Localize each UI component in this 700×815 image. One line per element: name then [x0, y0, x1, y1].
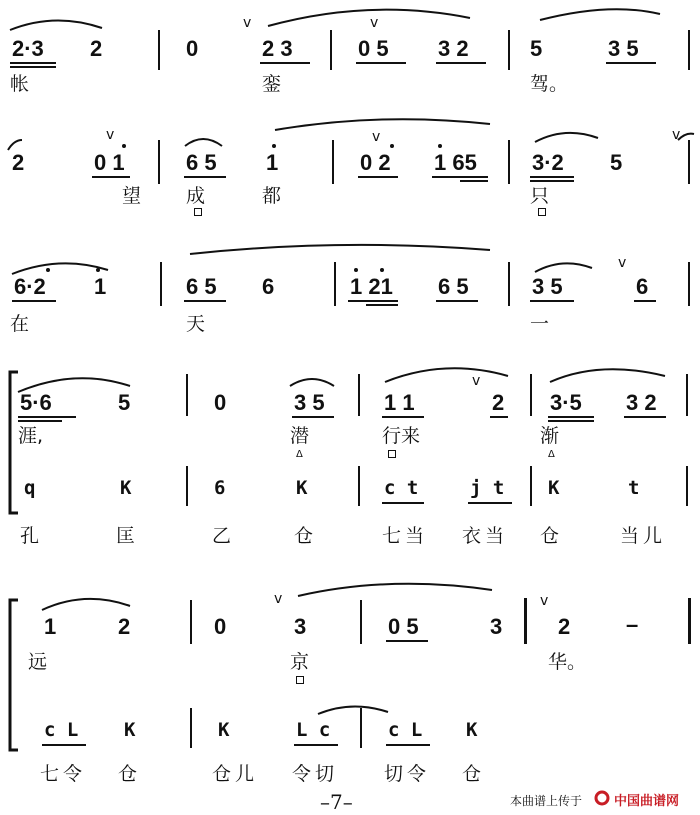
note: 5·6: [20, 390, 52, 415]
percussion-word: 匡: [116, 525, 136, 547]
slur: [318, 706, 388, 714]
octave-dot: [438, 144, 442, 148]
lyric: 远: [28, 651, 48, 673]
percussion-letter: c t: [384, 477, 419, 499]
barline: [530, 466, 532, 506]
barline: [334, 262, 336, 306]
underline: [366, 304, 398, 306]
breath-mark: v: [672, 127, 681, 143]
percussion-word: 七令: [40, 763, 87, 785]
barline: [360, 708, 362, 748]
slur: [385, 368, 508, 382]
barline: [158, 140, 160, 184]
percussion-letter: 6: [214, 477, 226, 499]
note: 3 5: [294, 390, 325, 415]
underline: [606, 62, 656, 64]
octave-dot: [390, 144, 394, 148]
underline: [10, 66, 56, 68]
slur: [275, 119, 490, 130]
accent-triangle: Δ: [296, 449, 303, 460]
underline: [386, 640, 428, 642]
note: 2: [118, 614, 131, 639]
breath-mark: v: [370, 15, 379, 31]
breath-mark: v: [372, 129, 381, 145]
lyric: 华。: [548, 651, 587, 673]
underline: [92, 176, 130, 178]
underline: [530, 176, 574, 178]
slur: [185, 139, 222, 146]
note: 1: [44, 614, 57, 639]
underline: [292, 416, 334, 418]
percussion-word: 乙: [212, 525, 232, 547]
note: 6: [262, 274, 275, 299]
note: 3: [490, 614, 503, 639]
barline: [688, 262, 690, 306]
percussion-letter: L c: [296, 719, 331, 741]
barline: [358, 374, 360, 416]
underline: [468, 502, 512, 504]
note: 3·5: [550, 390, 582, 415]
note: 2: [90, 36, 103, 61]
underline: [460, 180, 488, 182]
system-bracket: [10, 372, 18, 513]
percussion-letter: K: [296, 477, 308, 499]
note: 3 2: [438, 36, 469, 61]
barline: [360, 600, 362, 644]
slur: [190, 245, 490, 254]
underline: [184, 300, 226, 302]
underline: [260, 62, 310, 64]
slur: [540, 9, 660, 20]
slur: [535, 133, 598, 142]
note: 2: [12, 150, 25, 175]
percussion-word: 仓: [462, 763, 482, 785]
note: 6 5: [186, 274, 217, 299]
barline: [688, 30, 690, 70]
note: 2: [492, 390, 505, 415]
note: 6 5: [438, 274, 469, 299]
percussion-letter: K: [548, 477, 560, 499]
slur: [298, 584, 492, 596]
lyric: 京: [290, 651, 310, 673]
breath-mark: v: [472, 373, 481, 389]
underline: [548, 416, 594, 418]
underline: [490, 416, 508, 418]
note: 0: [186, 36, 199, 61]
percussion-letter: K: [124, 719, 136, 741]
underline: [348, 300, 398, 302]
lyric: 銮: [262, 73, 282, 95]
octave-dot: [354, 268, 358, 272]
barline: [186, 466, 188, 506]
barline: [158, 30, 160, 70]
note: 0 2: [360, 150, 391, 175]
double-barline: [688, 598, 691, 644]
percussion-word: 当儿: [620, 525, 667, 547]
lyric: 望: [122, 185, 142, 207]
percussion-word: 七当: [382, 525, 429, 547]
lyric: 驾。: [530, 73, 569, 95]
percussion-letter: j t: [470, 477, 505, 499]
octave-dot: [122, 144, 126, 148]
ornament-square: [388, 450, 396, 458]
note: 0: [214, 390, 227, 415]
barline: [508, 30, 510, 70]
underline: [12, 300, 56, 302]
percussion-letter: q: [24, 477, 36, 499]
ornament-square: [194, 208, 202, 216]
octave-dot: [272, 144, 276, 148]
note: 1 65: [434, 150, 477, 175]
underline: [10, 62, 56, 64]
note: 6 5: [186, 150, 217, 175]
note: 3·2: [532, 150, 564, 175]
underline: [358, 176, 398, 178]
note: 2 3: [262, 36, 293, 61]
note: 0 1: [94, 150, 125, 175]
ornament-square: [538, 208, 546, 216]
underline: [382, 502, 424, 504]
note: 2: [558, 614, 571, 639]
note: 5: [118, 390, 131, 415]
percussion-word: 仓: [294, 525, 314, 547]
octave-dot: [380, 268, 384, 272]
lyric: 帐: [10, 73, 30, 95]
underline: [386, 744, 430, 746]
ornament-square: [296, 676, 304, 684]
lyric: 行来: [382, 425, 421, 447]
barline: [330, 30, 332, 70]
lyric: 天: [186, 313, 206, 335]
underline: [356, 62, 406, 64]
underline: [184, 176, 226, 178]
barline: [160, 262, 162, 306]
percussion-letter: c L: [388, 719, 423, 741]
lyric: 一: [530, 313, 550, 335]
note: 1 1: [384, 390, 415, 415]
slur: [268, 10, 470, 26]
barline: [332, 140, 334, 184]
underline: [18, 420, 62, 422]
barline: [190, 600, 192, 644]
lyric: 都: [262, 185, 282, 207]
octave-dot: [96, 268, 100, 272]
lyric: 在: [10, 313, 30, 335]
slur: [550, 369, 665, 382]
note: 1 21: [350, 274, 393, 299]
percussion-word: 仓: [540, 525, 560, 547]
breath-mark: v: [618, 255, 627, 271]
barline: [186, 374, 188, 416]
double-barline: [524, 598, 527, 644]
slur: [12, 263, 108, 274]
breath-mark: v: [106, 127, 115, 143]
barline: [686, 374, 688, 416]
underline: [436, 300, 478, 302]
breath-mark: v: [274, 591, 283, 607]
barline: [530, 374, 532, 416]
slur: [290, 379, 334, 386]
underline: [530, 300, 574, 302]
underline: [530, 180, 574, 182]
lyric: 涯,: [18, 425, 44, 447]
note: 3 5: [532, 274, 563, 299]
sustain-dash: –: [626, 612, 639, 637]
percussion-word: 切令: [384, 763, 431, 785]
note: 6: [636, 274, 649, 299]
note: 1: [94, 274, 107, 299]
note: 6·2: [14, 274, 46, 299]
note: 3: [294, 614, 307, 639]
upload-credit: 本曲谱上传于: [510, 794, 583, 808]
note: 0: [214, 614, 227, 639]
percussion-letter: c L: [44, 719, 79, 741]
percussion-letter: K: [218, 719, 230, 741]
percussion-word: 仓: [118, 763, 138, 785]
system-bracket: [10, 600, 18, 750]
underline: [624, 416, 666, 418]
site-logo-icon: [594, 790, 610, 806]
octave-dot: [46, 268, 50, 272]
barline: [686, 466, 688, 506]
note: 0 5: [388, 614, 419, 639]
note: 3 2: [626, 390, 657, 415]
underline: [634, 300, 656, 302]
underline: [18, 416, 76, 418]
barline: [190, 708, 192, 748]
slur: [8, 140, 22, 150]
barline: [358, 466, 360, 506]
lyric: 潜: [290, 425, 310, 447]
percussion-word: 仓儿: [212, 763, 259, 785]
underline: [548, 420, 594, 422]
percussion-letter: K: [120, 477, 132, 499]
underline: [382, 416, 424, 418]
note: 5: [530, 36, 543, 61]
note: 5: [610, 150, 623, 175]
site-brand-link[interactable]: 中国曲谱网: [614, 794, 680, 809]
slur: [10, 20, 102, 30]
percussion-letter: K: [466, 719, 478, 741]
note: 1: [266, 150, 279, 175]
percussion-word: 孔: [20, 525, 40, 547]
lyric: 成: [186, 185, 206, 207]
underline: [432, 176, 488, 178]
breath-mark: v: [243, 15, 252, 31]
slur: [42, 599, 130, 610]
note: 3 5: [608, 36, 639, 61]
barline: [508, 140, 510, 184]
note: 2·3: [12, 36, 44, 61]
slur: [535, 263, 592, 272]
percussion-letter: t: [628, 477, 640, 499]
slur: [678, 134, 694, 140]
barline: [508, 262, 510, 306]
lyric: 只: [530, 185, 550, 207]
lyric: 渐: [540, 425, 560, 447]
barline: [688, 140, 690, 184]
percussion-word: 令切: [292, 763, 339, 785]
underline: [294, 744, 338, 746]
breath-mark: v: [540, 593, 549, 609]
page-number: –7–: [320, 790, 353, 814]
percussion-word: 衣当: [462, 525, 509, 547]
note: 0 5: [358, 36, 389, 61]
underline: [42, 744, 86, 746]
underline: [436, 62, 486, 64]
accent-triangle: Δ: [548, 449, 555, 460]
